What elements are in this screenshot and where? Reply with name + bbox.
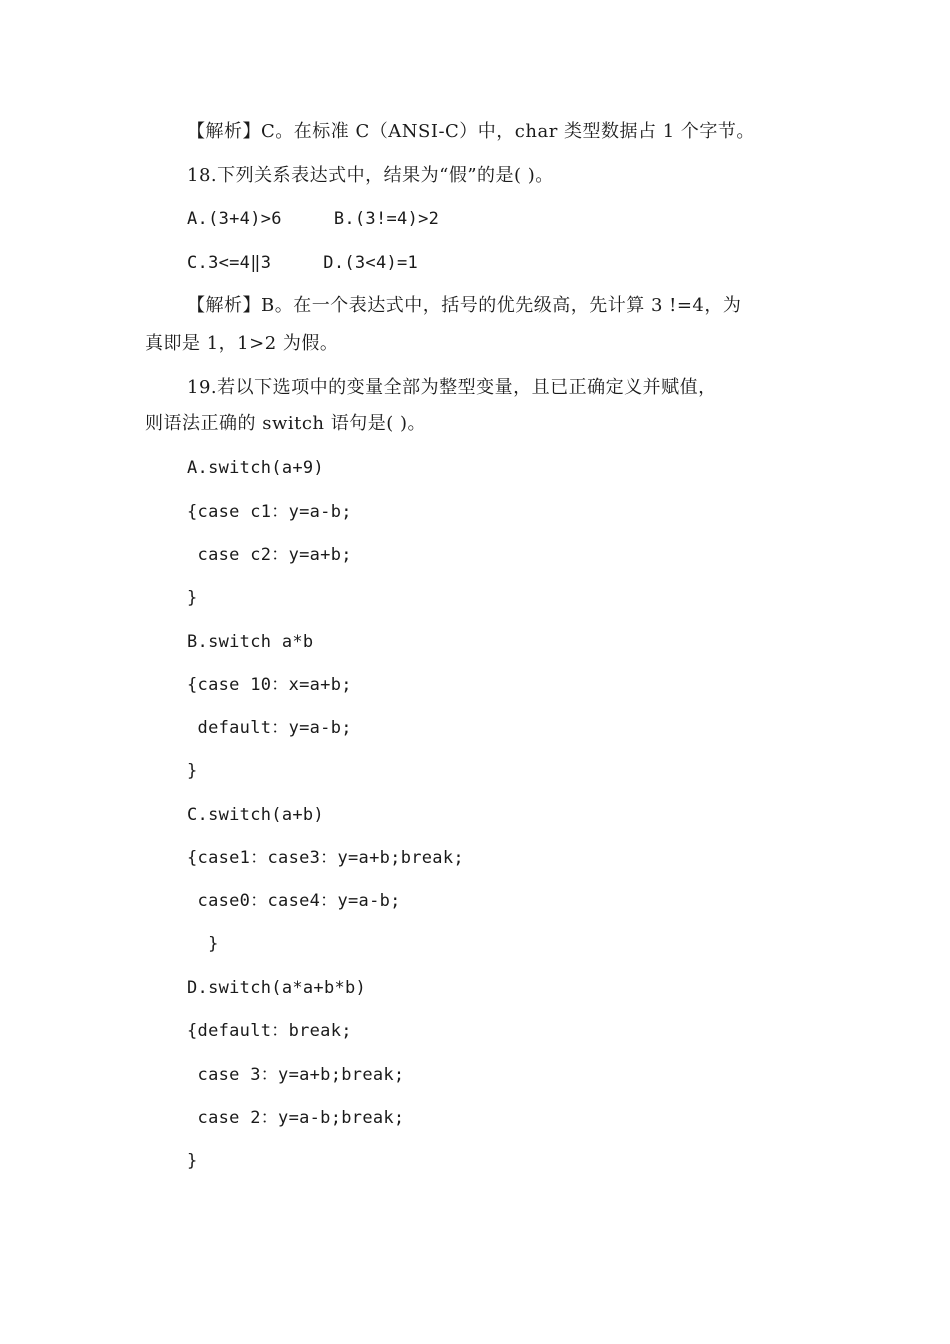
q19-option-d-line: case 3：y=a+b;break; (187, 1065, 405, 1085)
q19-option-a-line: {case c1：y=a-b; (187, 502, 352, 522)
q17-analysis: 【解析】C。在标准 C（ANSI-C）中，char 类型数据占 1 个字节。 (187, 121, 755, 142)
q18-options-cd (187, 251, 418, 275)
q19-stem-line2: 则语法正确的 switch 语句是( )。 (145, 413, 427, 434)
q19-option-c-line: {case1：case3：y=a+b;break; (187, 848, 464, 868)
q19-option-a-line: } (187, 588, 198, 608)
q18-options-ab (187, 207, 439, 231)
q19-option-c-line: C.switch(a+b) (187, 805, 324, 825)
q18-option-b: B.(3!=4)>2 (333, 209, 440, 229)
q19-option-a-line: case c2：y=a+b; (187, 545, 352, 565)
q19-option-d-line: D.switch(a*a+b*b) (187, 978, 367, 998)
q18-option-d: D.(3<4)=1 (323, 253, 419, 273)
q19-option-d-line: } (187, 1151, 198, 1171)
q19-option-d-line: case 2：y=a-b;break; (187, 1108, 405, 1128)
q18-stem: 18.下列关系表达式中，结果为“假”的是( )。 (187, 165, 554, 186)
q19-stem-line1: 19.若以下选项中的变量全部为整型变量，且已正确定义并赋值， (187, 377, 717, 398)
q18-option-a: A.(3+4)>6 (187, 209, 282, 229)
q18-analysis-line1: 【解析】B。在一个表达式中，括号的优先级高，先计算 3 !=4，为 (187, 295, 742, 316)
q19-option-d-line: {default：break; (187, 1021, 352, 1041)
q19-option-b-line: {case 10：x=a+b; (187, 675, 352, 695)
q19-option-c-line: case0：case4：y=a-b; (187, 891, 401, 911)
q19-option-b-line: default：y=a-b; (187, 718, 352, 738)
q19-option-a-line: A.switch(a+9) (187, 458, 324, 478)
q18-analysis-line2: 真即是 1，1>2 为假。 (145, 333, 339, 354)
q19-option-b-line: } (187, 761, 198, 781)
q19-option-c-line: } (187, 934, 219, 954)
q19-option-b-line: B.switch a*b (187, 632, 314, 652)
q18-option-c: C.3<=4‖3 (187, 253, 272, 273)
